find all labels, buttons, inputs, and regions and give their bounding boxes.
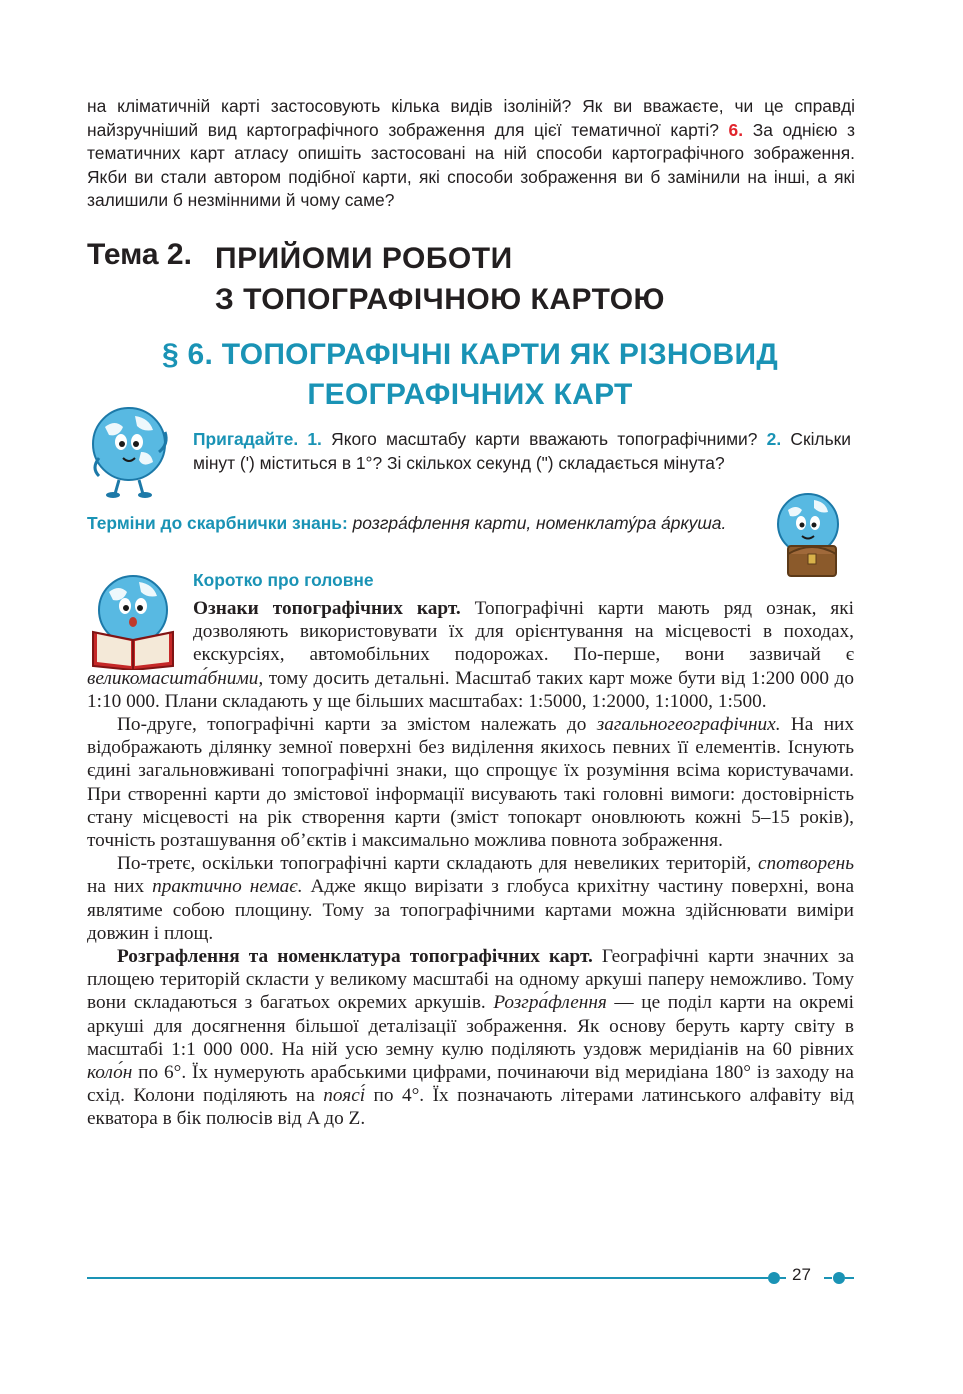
globe-mascot-thinking-icon — [85, 402, 177, 500]
footer-left-ornament-icon — [762, 1270, 786, 1286]
footer-rule — [87, 1277, 767, 1279]
paragraph-1-text-1: Топографічні карти мають ряд ознак, які дозволяють використовувати їх для орієнтування на місцевості в походах, екскурсіях, автомобільних подорожах. По-перше, вони зазвичай є — [193, 598, 854, 666]
paragraph-4-italic-2: коло́н — [87, 1062, 133, 1084]
recall-num-1: 1. — [307, 429, 322, 449]
paragraph-4-text-3: по 6°. Їх нумерують арабськими цифрами, починаючи від меридіана 180° із заходу на схід. Колони поділяють на — [87, 1062, 854, 1107]
mascot-float-spacer — [87, 597, 193, 663]
paragraph-3-text-1: По-третє, оскільки топографічні карти складають для невеликих територій, — [117, 853, 758, 875]
terms-label: Терміни до скарбнички знань: — [87, 513, 348, 533]
paragraph-4-italic-3: поясі́ — [323, 1085, 366, 1107]
section-title — [150, 335, 790, 415]
theme-title — [215, 238, 665, 320]
summary-heading: Коротко про головне — [193, 570, 374, 590]
question-number-6: 6. — [728, 119, 744, 140]
paragraph-1-text-2: тому досить детальні. Масштаб таких карт може бути від 1:200 000 до 1:10 000. Плани складають у ще більших масштабах: 1:5000, 1:2000, 1:1000, 1:500. — [87, 667, 854, 712]
paragraph-3-italic-1: спотворень — [757, 853, 854, 875]
recall-question-1: Якого масштабу карти вважають топографічними? — [321, 429, 767, 449]
intro-text-2: За однією з тематичних карт атласу опишіть застосовані на ній способи картографічного зображення. Якби ви стали автором подібної карти, які способи зображення ви б замінили на інші, а які залишили б незмінними й чому саме? — [87, 119, 856, 211]
theme-title-line-2: З ТОПОГРАФІЧНОЮ КАРТОЮ — [215, 283, 665, 316]
paragraph-2-text-1: По-друге, топографічні карти за змістом належать до — [117, 714, 597, 736]
recall-label: Пригадайте. — [193, 429, 299, 449]
paragraph-4-text-1: Географічні карти значних за площею територій скласти у великому масштабі на одному аркуші паперу неможливо. Тому вони складаються з багатьох окремих аркушів. — [87, 946, 854, 1014]
recall-num-2: 2. — [766, 429, 782, 449]
paragraph-4-italic-1: Розгра́флення — [493, 992, 607, 1014]
terms-block — [87, 512, 752, 536]
paragraph-3-italic-2: практично немає. — [152, 876, 303, 898]
section-title-line-2: ГЕОГРАФІЧНИХ КАРТ — [307, 378, 633, 411]
paragraph-4-bold: Розграфлення та номенклатура топографічних карт. — [117, 946, 593, 968]
paragraph-3-text-3: Адже якщо вирізати з глобуса крихітну частину поверхні, вона являтиме собою площину. Тому за топографічними картами можна здійснювати виміри довжин і площ. — [87, 876, 855, 944]
paragraph-4-text-2: — це поділ карти на окремі аркуші для досягнення більшої деталізації зображення. Як основу беруть карту світу в масштабі 1:1 000 000. На ній усю земну кулю поділяють уздовж меридіанів на 60 рівних — [87, 992, 854, 1060]
section-title-line-1: § 6. ТОПОГРАФІЧНІ КАРТИ ЯК РІЗНОВИД — [161, 338, 779, 371]
paragraph-3 — [87, 852, 854, 945]
paragraph-4-text-4: по 4°. Їх позначають літерами латинського алфавіту від екватора в бік полюсів від A до Z. — [87, 1085, 854, 1130]
recall-question-2: Скільки мінут (') міститься в 1°? Зі скількох секунд (") складається мінута? — [193, 429, 851, 473]
theme-title-line-1: ПРИЙОМИ РОБОТИ — [215, 242, 513, 275]
intro-text-1: на кліматичній карті застосовують кілька видів ізоліній? Як ви вважаєте, чи це справді найзручніший вид картографічного зображення для цієї тематичної карті? — [87, 96, 855, 140]
paragraph-2 — [87, 713, 854, 852]
paragraph-2-text-2: На них відображають ділянку земної поверхні без виділення якихось певних її елементів. Існують єдині загальновживані топографічні знаки, що спрощує їх розуміння всіма користувачами. При створенні карти до змістової інформації висувають такі головні вимоги: достовірність стану місцевості на рік створення карти (зміст топокарт оновлюють кожні 5–15 років), точність розташування об’єктів і максимально можлива повнота зображення. — [87, 714, 854, 852]
globe-mascot-treasure-chest-icon — [768, 490, 850, 582]
recall-block — [193, 428, 851, 475]
footer-right-ornament-icon — [824, 1270, 854, 1286]
main-body-text — [87, 597, 854, 1131]
paragraph-1-italic-1: великомасшта́бними, — [87, 667, 264, 689]
page-number: 27 — [792, 1265, 811, 1284]
theme-label: Тема 2. — [87, 238, 192, 271]
paragraph-1-bold: Ознаки топографічних карт. — [193, 598, 461, 619]
paragraph-2-italic-1: загальногеографічних. — [596, 714, 781, 736]
paragraph-4 — [87, 945, 854, 1131]
intro-paragraph — [87, 95, 855, 213]
paragraph-1 — [87, 597, 854, 713]
terms-text: розгра́флення карти, номенклату́ра а́ркуша. — [347, 513, 727, 533]
paragraph-3-text-2: на них — [87, 876, 153, 898]
